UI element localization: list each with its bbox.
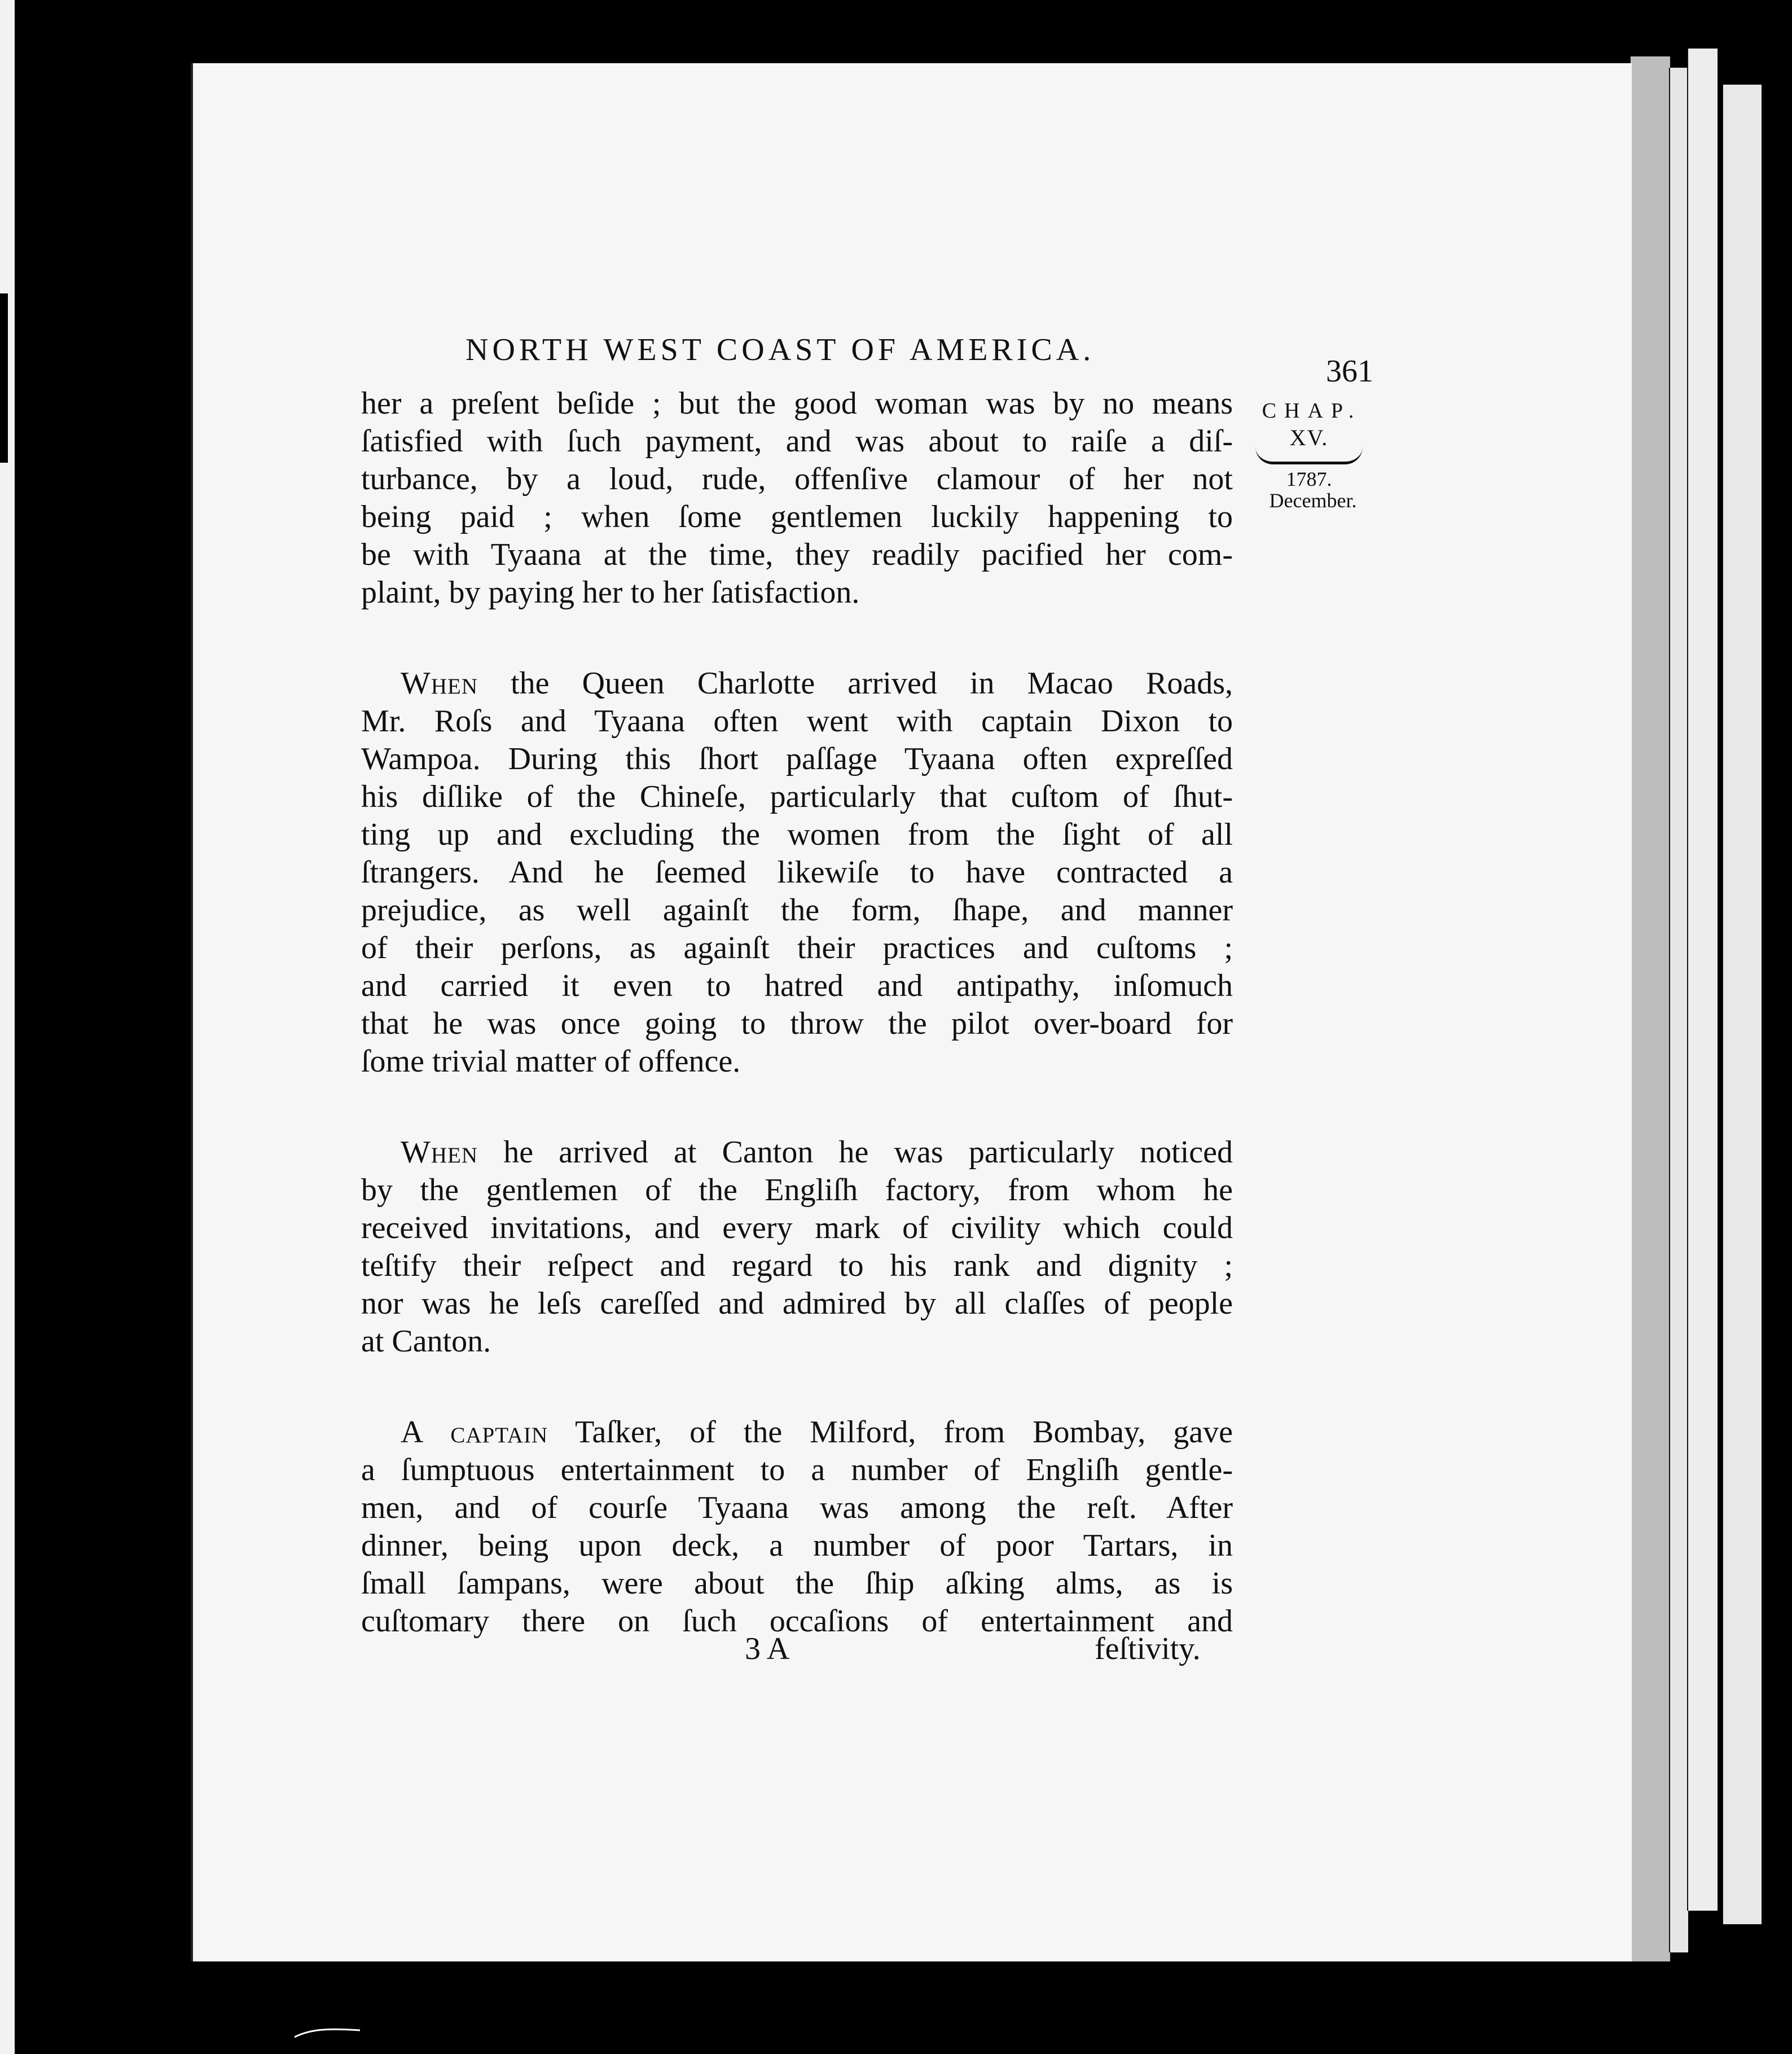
- text-line: [361, 665, 1233, 703]
- scan-border-bottom: [191, 1961, 1792, 2054]
- text-line: turbance, by a loud, rude, offenſive clamour of her not: [361, 462, 1233, 497]
- text-line: ſtrangers. And he ſeemed likewiſe to have contracted a: [361, 855, 1233, 890]
- lead-word: A captain: [401, 1415, 548, 1450]
- lead-word: When: [401, 666, 478, 701]
- margin-year: 1787.: [1286, 468, 1332, 490]
- paragraph: [361, 1414, 1233, 1640]
- paragraph: [361, 385, 1233, 612]
- text-line: [361, 1414, 1233, 1451]
- lead-word: When: [401, 1135, 478, 1170]
- page-edge: [1687, 49, 1719, 1911]
- text-line: a ſumptuous entertainment to a number of Engliſh gentle-: [361, 1452, 1233, 1487]
- text-line: her a preſent beſide ; but the good woman was by no means: [361, 386, 1233, 421]
- text-line: his diſlike of the Chineſe, particularly that cuſtom of ſhut-: [361, 779, 1233, 814]
- page-edge: [1669, 68, 1688, 1952]
- page-number: 361: [1326, 354, 1373, 389]
- text-line: ſatisfied with ſuch payment, and was about to raiſe a diſ-: [361, 424, 1233, 459]
- text-line: being paid ; when ſome gentlemen luckily happening to: [361, 499, 1233, 534]
- page-edge-gap: [1718, 49, 1722, 1911]
- page-edge: [1630, 56, 1670, 1969]
- text-line: Mr. Roſs and Tyaana often went with captain Dixon to: [361, 704, 1233, 739]
- scan-border: [1762, 0, 1792, 2054]
- running-head: NORTH WEST COAST OF AMERICA.: [465, 332, 1095, 367]
- margin-brace: [1255, 447, 1363, 464]
- paragraph: [361, 1134, 1233, 1360]
- text-line: ting up and excluding the women from the ſight of all: [361, 817, 1233, 852]
- text-line: ſome trivial matter of offence.: [361, 1044, 741, 1079]
- text-line: at Canton.: [361, 1324, 491, 1359]
- previous-page-edge: [0, 0, 15, 2054]
- text-line: prejudice, as well againſt the form, ſhape, and manner: [361, 893, 1233, 928]
- margin-month: December.: [1269, 489, 1357, 512]
- text-line: and carried it even to hatred and antipathy, inſomuch: [361, 968, 1233, 1003]
- text-line-rest: Taſker, of the Milford, from Bombay, gave: [548, 1415, 1233, 1450]
- text-line: that he was once going to throw the pilot over-board for: [361, 1006, 1233, 1041]
- signature-mark: 3 A: [745, 1631, 790, 1666]
- paragraph: [361, 665, 1233, 1081]
- text-line: teſtify their reſpect and regard to his rank and dignity ;: [361, 1248, 1233, 1283]
- margin-chapter-number: XV.: [1289, 425, 1329, 450]
- text-line: plaint, by paying her to her ſatisfaction.: [361, 575, 860, 610]
- text-line: [361, 1134, 1233, 1171]
- text-line: nor was he leſs careſſed and admired by all claſſes of people: [361, 1286, 1233, 1321]
- margin-chap-label: CHAP.: [1262, 399, 1362, 423]
- text-line-rest: he arrived at Canton he was particularly noticed: [478, 1135, 1233, 1170]
- body-text: [361, 385, 1233, 1640]
- text-line: of their perſons, as againſt their practices and cuſtoms ;: [361, 931, 1233, 965]
- text-line: by the gentlemen of the Engliſh factory, from whom he: [361, 1173, 1233, 1208]
- text-line: dinner, being upon deck, a number of poor Tartars, in: [361, 1528, 1233, 1563]
- scan-artifact: [293, 2024, 361, 2040]
- text-line: Wampoa. During this ſhort paſſage Tyaana often expreſſed: [361, 741, 1233, 776]
- text-line: cuſtomary there on ſuch occaſions of entertainment and: [361, 1604, 1233, 1639]
- page-shadow: [0, 293, 8, 463]
- catchword: feſtivity.: [1095, 1631, 1201, 1666]
- text-line-rest: the Queen Charlotte arrived in Macao Roads,: [478, 666, 1233, 701]
- text-line: received invitations, and every mark of civility which could: [361, 1210, 1233, 1245]
- page-edge: [1722, 85, 1763, 1924]
- text-line: men, and of courſe Tyaana was among the reſt. After: [361, 1490, 1233, 1525]
- text-line: be with Tyaana at the time, they readily pacified her com-: [361, 537, 1233, 572]
- text-line: ſmall ſampans, were about the ſhip aſking alms, as is: [361, 1566, 1233, 1601]
